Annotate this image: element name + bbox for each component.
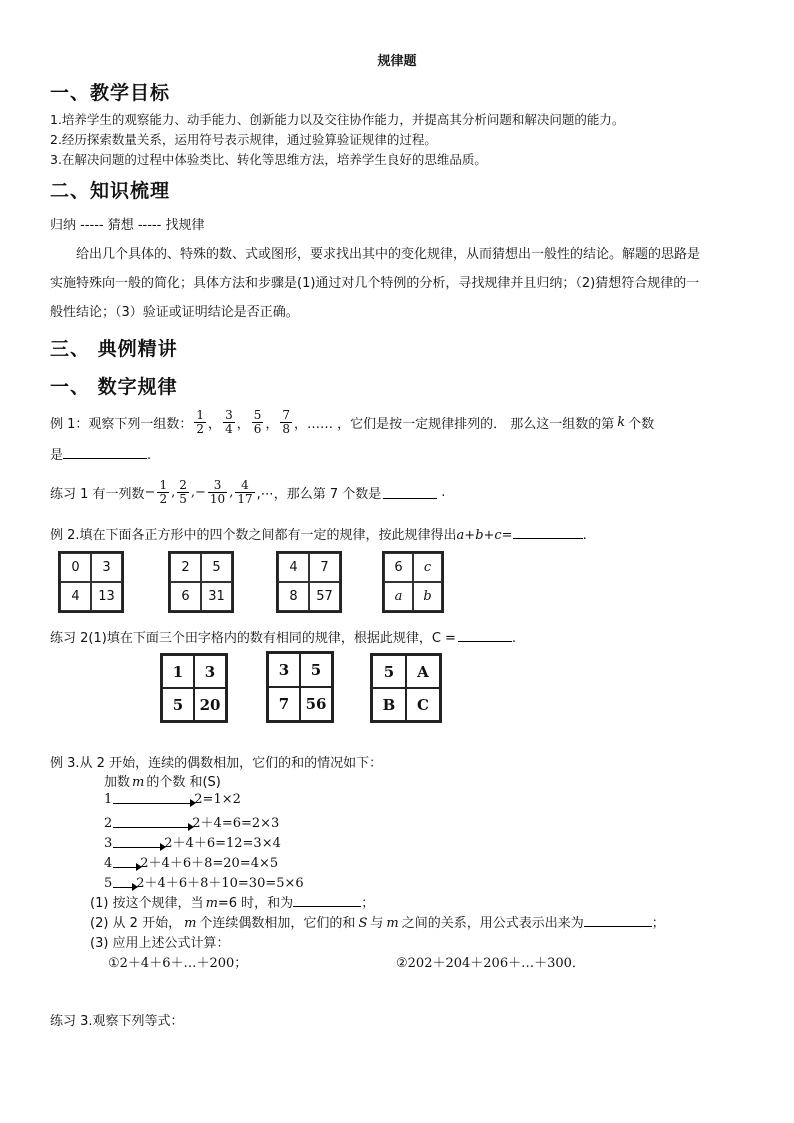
fraction: $\frac{1}{2}$ [196,407,205,436]
fraction: $\frac{1}{2}$ [159,477,168,506]
example-3-question-1: (1) 按这个规律，当 m=6 时，和为 ； [90,896,375,911]
page-title: 规律题 [377,54,417,69]
knowledge-para-line-3: 般性结论；（3）验证或证明结论是否正确。 [50,305,299,320]
section-heading-examples: 三、 典例精讲 [50,338,178,360]
practice-1-tail: ,⋯，那么第 7 个数是 [256,486,382,502]
knowledge-para-line-1: 给出几个具体的、特殊的数、式或图形，要求找出其中的变化规律，从而猜想出一般性的结论。解题的思路是 [76,247,701,262]
knowledge-para-line-2: 实施特殊向一般的简化；具体方法和步骤是(1)通过对几个特例的分析，寻找规律并且归纳；（2)猜想符合规律的一 [50,276,700,291]
grid-cell: c [413,553,442,582]
grid-cell: 57 [309,582,340,611]
example-3-intro: 例 3.从 2 开始，连续的偶数相加，它们的和的情况如下： [50,756,383,771]
grid-cell: b [413,582,442,611]
grid-cell: 7 [268,687,300,721]
tian-grid-2 [266,651,334,723]
fraction: $\frac{3}{4}$ [225,407,233,436]
grid-cell: 1 [162,655,194,688]
example-3-question-3: (3) 应用上述公式计算： [90,936,230,951]
section-heading-number-patterns: 一、 数字规律 [50,376,178,398]
fraction: $\frac{2}{5}$ [179,477,187,506]
grid-cell: 5 [201,553,232,582]
grid-cell: 3 [268,653,300,687]
grid-cell: 5 [162,688,194,721]
answer-blank[interactable] [293,894,361,907]
practice-1: 练习 1 有一列数 − $\frac{1}{2}$ , $\frac{2}{5}$ ,− $\frac{3}{10}$ , $\frac{4}{17}$ ,⋯，那么第 7 个数是 . [50,477,446,506]
practice-2-text: 练习 2(1)填在下面三个田字格内的数有相同的规律，根据此规律，C = . [50,631,517,646]
fraction: $\frac{4}{17}$ [237,477,253,506]
answer-blank[interactable] [513,526,583,539]
fraction: $\frac{7}{8}$ [282,407,291,436]
example-1-suffix: 个数 [628,416,655,432]
grid-cell: 31 [201,582,232,611]
grid-cell: 4 [278,553,309,582]
grid-cell: 2 [170,553,201,582]
grid-cell: C [406,688,440,721]
knowledge-flow: 归纳 ----- 猜想 ----- 找规律 [50,218,205,233]
grid-cell: 6 [384,553,413,582]
grid-cell: 4 [60,582,91,611]
tian-grid-1 [160,653,228,723]
section-heading-knowledge: 二、知识梳理 [50,180,171,202]
answer-blank[interactable] [458,629,512,642]
number-square-3 [276,551,342,613]
example-1-ellipsis: ，…… ，它们是按一定规律排列的． 那么这一组数的第 [294,416,615,432]
sequence-row: 1 2=1×2 [104,792,241,807]
example-2-expr: a+b+c= [456,528,513,543]
grid-cell: 8 [278,582,309,611]
example-1-prefix: 例 1：观察下列一组数： [50,416,193,432]
example-2-text: 例 2.填在下面各正方形中的四个数之间都有一定的规律，按此规律得出a+b+c= . [50,528,587,543]
grid-cell: B [372,688,406,721]
example-3-header: 加数 m 的个数 和(S) [104,775,221,790]
grid-cell: 13 [91,582,122,611]
grid-cell: A [406,655,440,688]
goal-item-2: 2.经历探索数量关系，运用符号表示规律，通过验算验证规律的过程。 [50,132,437,147]
grid-cell: 5 [300,653,332,687]
fraction: $\frac{5}{6}$ [253,407,262,436]
answer-blank[interactable] [383,486,437,499]
grid-cell: 20 [194,688,226,721]
example-1-line-2: 是 . [50,448,152,463]
answer-blank[interactable] [584,914,652,927]
example-1: 例 1：观察下列一组数： $\frac{1}{2}$ ， $\frac{3}{4}$ ， $\frac{5}{6}$ ， $\frac{7}{8}$ ，…… ，它们是按一定规律排列的． 那么这一组数的第 k 个数 [50,407,655,436]
grid-cell: 3 [91,553,122,582]
section-heading-goals: 一、教学目标 [50,82,171,104]
sequence-row: 5 2＋4＋6＋8＋10=30=5×6 [104,876,304,891]
practice-1-prefix: 练习 1 有一列数 [50,486,145,502]
grid-cell: 5 [372,655,406,688]
fraction: $\frac{3}{10}$ [209,477,226,506]
number-square-2 [168,551,234,613]
variable-k: k [617,414,626,430]
grid-cell: 7 [309,553,340,582]
practice-3-text: 练习 3.观察下列等式： [50,1014,184,1029]
answer-blank[interactable] [63,446,147,459]
number-square-1 [58,551,124,613]
example-3-calc-1: ①2＋4＋6＋…＋200； [108,956,248,971]
example-3-question-2: (2) 从 2 开始， m 个连续偶数相加，它们的和 S 与 m 之间的关系，用公式表示出来为 ； [90,916,665,931]
goal-item-1: 1.培养学生的观察能力、动手能力、创新能力以及交往协作能力，并提高其分析问题和解决问题的能力。 [50,112,625,127]
grid-cell: a [384,582,413,611]
sequence-row: 4 2＋4＋6＋8=20=4×5 [104,856,279,871]
grid-cell: 0 [60,553,91,582]
goal-item-3: 3.在解决问题的过程中体验类比、转化等思维方法，培养学生良好的思维品质。 [50,152,487,167]
sequence-row: 3 2＋4＋6=12=3×4 [104,836,281,851]
grid-cell: 3 [194,655,226,688]
example-3-calc-2: ②202＋204＋206＋…＋300． [396,956,585,971]
grid-cell: 6 [170,582,201,611]
grid-cell: 56 [300,687,332,721]
tian-grid-3 [370,653,442,723]
number-square-4 [382,551,444,613]
sequence-row: 2 2＋4=6=2×3 [104,816,280,831]
